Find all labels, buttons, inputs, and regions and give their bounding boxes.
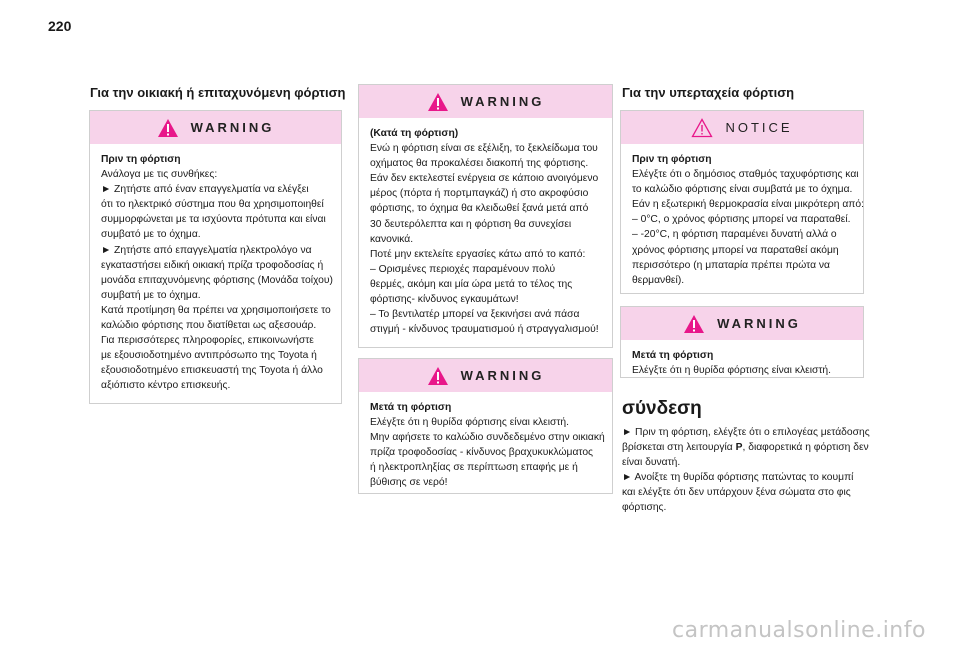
box-text-line: Για περισσότερες πληροφορίες, επικοινωνήστε xyxy=(101,335,314,347)
box-text-line: – -20°C, η φόρτιση παραμένει δυνατή αλλά ο xyxy=(632,229,837,241)
section-line: ► Ανοίξτε τη θυρίδα φόρτισης πατώντας το κουμπί xyxy=(622,472,854,484)
col3-warning-body xyxy=(621,340,863,387)
warning-triangle-icon xyxy=(427,92,449,112)
box-text-line: το καλώδιο φόρτισης είναι συμβατά με το όχημα. xyxy=(632,184,853,196)
box-text-line: θερμές, ακόμη και μία ώρα μετά το τέλος της xyxy=(370,278,573,290)
box-text-line: ► Ζητήστε από επαγγελματία ηλεκτρολόγο να xyxy=(101,244,312,256)
watermark: carmanualsonline.info xyxy=(672,618,926,643)
box-text-line: ► Ζητήστε από έναν επαγγελματία να ελέγξει xyxy=(101,184,309,196)
box-text-line: φόρτισης- κίνδυνος εγκαυμάτων! xyxy=(370,294,519,306)
box-text-line: Ενώ η φόρτιση είναι σε εξέλιξη, το ξεκλείδωμα του xyxy=(370,143,598,155)
section-line xyxy=(622,440,870,455)
box-text-line: – 0°C, ο χρόνος φόρτισης μπορεί να παραταθεί. xyxy=(632,214,851,226)
box-subtitle: Μετά τη φόρτιση xyxy=(632,350,714,361)
warning-triangle-icon xyxy=(683,314,705,334)
box-text-line: αξιόπιστο κέντρο επισκευής. xyxy=(101,380,231,392)
box-text-line: – Το βεντιλατέρ μπορεί να ξεκινήσει ανά πάσα xyxy=(370,309,580,321)
warning-triangle-icon xyxy=(427,366,449,386)
warning-label: WARNING xyxy=(460,368,545,383)
box-text-line: κανονικά. xyxy=(370,233,414,245)
box-text-line: θερμανθεί). xyxy=(632,274,685,286)
box-subtitle: Μετά τη φόρτιση xyxy=(370,402,452,413)
col1-heading: Για την οικιακή ή επιταχυνόμενη φόρτιση xyxy=(90,85,346,100)
box-text-line: ότι το ηλεκτρικό σύστημα που θα χρησιμοποιηθεί xyxy=(101,199,324,211)
col2-warning1-body xyxy=(359,118,612,346)
col2-warning-box-1 xyxy=(358,84,613,348)
box-text-line: περισσότερο (η μπαταρία πρέπει πρώτα να xyxy=(632,259,831,271)
box-text-line: Ανάλογα με τις συνθήκες: xyxy=(101,169,218,181)
box-text-line: συμμορφώνεται με τα ισχύοντα πρότυπα και είναι xyxy=(101,214,326,226)
col3-heading: Για την υπερταχεία φόρτιση xyxy=(622,85,795,100)
box-subtitle: (Κατά τη φόρτιση) xyxy=(370,128,459,139)
box-text-line: Εάν δεν εκτελεστεί ενέργεια σε κάποιο ανοιγόμενο xyxy=(370,173,599,185)
box-text-line: μέρος (πόρτα ή πορτμπαγκάζ) ή στο ακροφύσιο xyxy=(370,188,589,200)
col3-warning-header xyxy=(621,307,863,340)
section-line: ► Πριν τη φόρτιση, ελέγξτε ότι ο επιλογέας μετάδοσης xyxy=(622,427,870,438)
box-text-line: Ποτέ μην εκτελείτε εργασίες κάτω από το καπό: xyxy=(370,248,586,260)
col3-notice-box xyxy=(620,110,864,294)
box-text-line: στιγμή - κίνδυνος τραυματισμού ή στραγγαλισμού! xyxy=(370,324,599,336)
gear-position-p: P xyxy=(735,442,743,454)
warning-label: WARNING xyxy=(717,316,801,331)
box-text-line: Κατά προτίμηση θα πρέπει να χρησιμοποιήσετε το xyxy=(101,304,331,316)
box-text-line: πρίζα τροφοδοσίας - κίνδυνος βραχυκυκλώματος xyxy=(370,447,594,459)
section-title: σύνδεση xyxy=(622,398,702,419)
col1-warning-header xyxy=(90,111,341,144)
notice-triangle-icon xyxy=(691,118,713,138)
box-text-line: οχήματος θα προκαλέσει διακοπή της φόρτισης. xyxy=(370,158,589,170)
col2-warning2-body xyxy=(359,392,612,500)
col3-notice-header xyxy=(621,111,863,144)
section-text-part: , διαφορετικά η φόρτιση δεν xyxy=(742,442,869,454)
box-text-line: μονάδα επιταχυνόμενης φόρτισης (Μονάδα τοίχου) xyxy=(101,274,333,286)
box-text-line: Εάν η εξωτερική θερμοκρασία είναι μικρότερη από: xyxy=(632,199,864,211)
col2-warning1-header xyxy=(359,85,612,118)
box-text-line: φόρτισης, το όχημα θα κλειδωθεί ξανά μετά από xyxy=(370,203,589,215)
box-text-line: 30 δευτερόλεπτα και η φόρτιση θα συνεχίσει xyxy=(370,218,572,230)
box-text-line: συμβατό με το όχημα. xyxy=(101,229,201,241)
box-text-line: με εξουσιοδοτημένο αντιπρόσωπο της Toyota ή xyxy=(101,350,317,362)
section-text-part: βρίσκεται στη λειτουργία xyxy=(622,442,736,454)
col1-warning-body xyxy=(90,144,341,403)
box-text-line: συμβατή με το όχημα. xyxy=(101,289,201,301)
col1-warning-box xyxy=(89,110,342,404)
col3-warning-box xyxy=(620,306,864,378)
section-line: φόρτισης. xyxy=(622,502,667,514)
page-number: 220 xyxy=(48,18,72,34)
box-text-line: χρόνος φόρτισης μπορεί να παραταθεί ακόμη xyxy=(632,244,839,256)
section-line: είναι δυνατή. xyxy=(622,457,681,469)
box-text-line: εξουσιοδοτημένο επισκευαστή της Toyota ή άλλο xyxy=(101,365,323,377)
notice-label: NOTICE xyxy=(725,120,793,135)
box-text-line: Ελέγξτε ότι η θυρίδα φόρτισης είναι κλειστή. xyxy=(370,417,570,429)
box-subtitle: Πριν τη φόρτιση xyxy=(101,154,181,165)
box-text-line: βύθισης σε νερό! xyxy=(370,477,448,489)
col3-notice-body xyxy=(621,144,863,297)
box-text-line: ή ηλεκτροπληξίας σε περίπτωση επαφής με ή xyxy=(370,462,578,474)
box-text-line: Μην αφήσετε το καλώδιο συνδεδεμένο στην οικιακή xyxy=(370,432,605,444)
warning-label: WARNING xyxy=(190,120,275,135)
box-subtitle: Πριν τη φόρτιση xyxy=(632,154,712,165)
box-text-line: εγκαταστήσει ειδική οικιακή πρίζα τροφοδοσίας ή xyxy=(101,259,324,271)
warning-triangle-icon xyxy=(157,118,179,138)
box-text-line: καλώδιο φόρτισης που διατίθεται ως αξεσουάρ. xyxy=(101,320,317,332)
section-line: και ελέγξτε ότι δεν υπάρχουν ξένα σώματα στο φις xyxy=(622,487,851,499)
box-text-line: Ελέγξτε ότι ο δημόσιος σταθμός ταχυφόρτισης και xyxy=(632,169,859,181)
box-text-line: – Ορισμένες περιοχές παραμένουν πολύ xyxy=(370,263,556,275)
col2-warning-box-2 xyxy=(358,358,613,494)
col2-warning2-header xyxy=(359,359,612,392)
warning-label: WARNING xyxy=(460,94,545,109)
section-text xyxy=(622,425,870,516)
box-text-line: Ελέγξτε ότι η θυρίδα φόρτισης είναι κλειστή. xyxy=(632,365,832,377)
